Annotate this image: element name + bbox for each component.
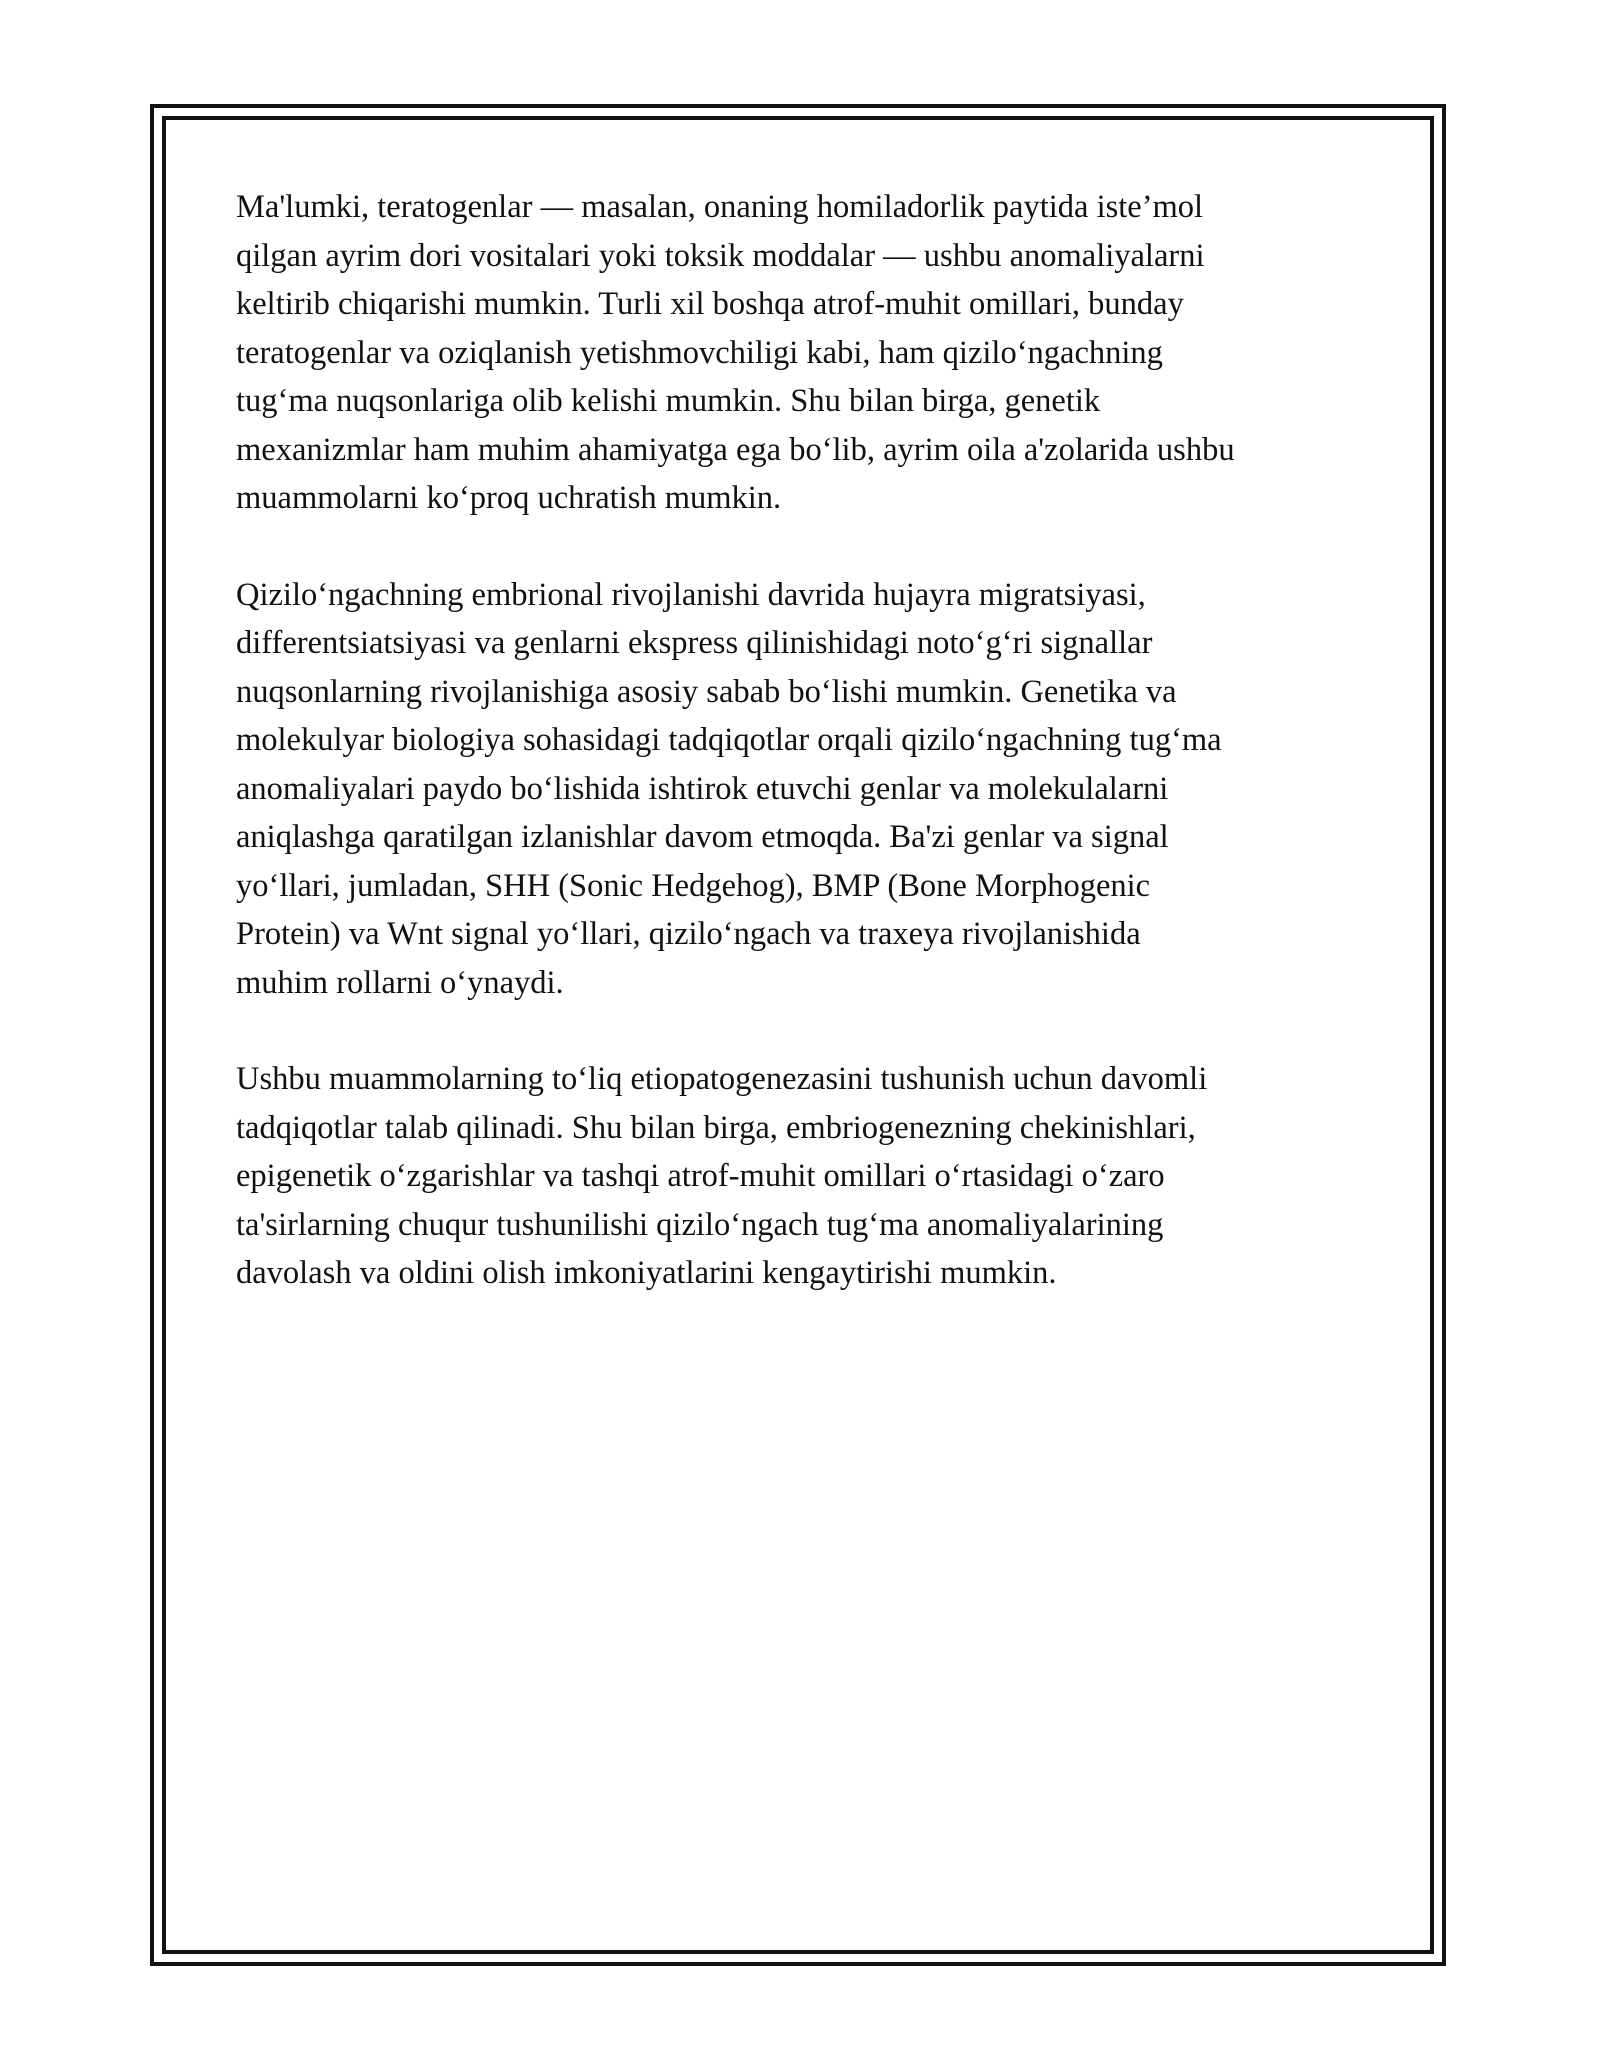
paragraph-etiopathogenesis: Ushbu muammolarning to‘liq etiopatogenezasini tushunish uchun davomli tadqiqotlar talab qilinadi. Shu bilan birga, embriogenezning chekinishlari, epigenetik o‘zgarishlar va tashqi atrof-muhit omillari o‘rtasidagi o‘zaro ta'sirlarning chuqur tushunilishi qizilo‘ngach tug‘ma anomaliyalarining davolash va oldini olish imkoniyatlarini kengaytirishi mumkin. [236,1061,1208,1291]
document-body [236,183,1376,1346]
paragraph-embryonal-development: Qizilo‘ngachning embrional rivojlanishi davrida hujayra migratsiyasi, differentsiatsiyasi va genlarni ekspress qilinishidagi noto‘g‘ri signallar nuqsonlarning rivojlanishiga asosiy sabab bo‘lishi mumkin. Genetika va molekulyar biologiya sohasidagi tadqiqotlar orqali qizilo‘ngachning tug‘ma anomaliyalari paydo bo‘lishida ishtirok etuvchi genlar va molekulalarni aniqlashga qaratilgan izlanishlar davom etmoqda. Ba'zi genlar va signal yo‘llari, jumladan, SHH (Sonic Hedgehog), BMP (Bone Morphogenic Protein) va Wnt signal yo‘llari, qizilo‘ngach va traxeya rivojlanishida muhim rollarni o‘ynaydi. [236,576,1222,1001]
paragraph-teratogens: Ma'lumki, teratogenlar — masalan, onaning homiladorlik paytida iste’mol qilgan ayrim dori vositalari yoki toksik moddalar — ushbu anomaliyalarni keltirib chiqarishi mumkin. Turli xil boshqa atrof-muhit omillari, bunday teratogenlar va oziqlanish yetishmovchiligi kabi, ham qizilo‘ngachning tug‘ma nuqsonlariga olib kelishi mumkin. Shu bilan birga, genetik mexanizmlar ham muhim ahamiyatga ega bo‘lib, ayrim oila a'zolarida ushbu muammolarni ko‘proq uchratish mumkin. [236,189,1235,516]
